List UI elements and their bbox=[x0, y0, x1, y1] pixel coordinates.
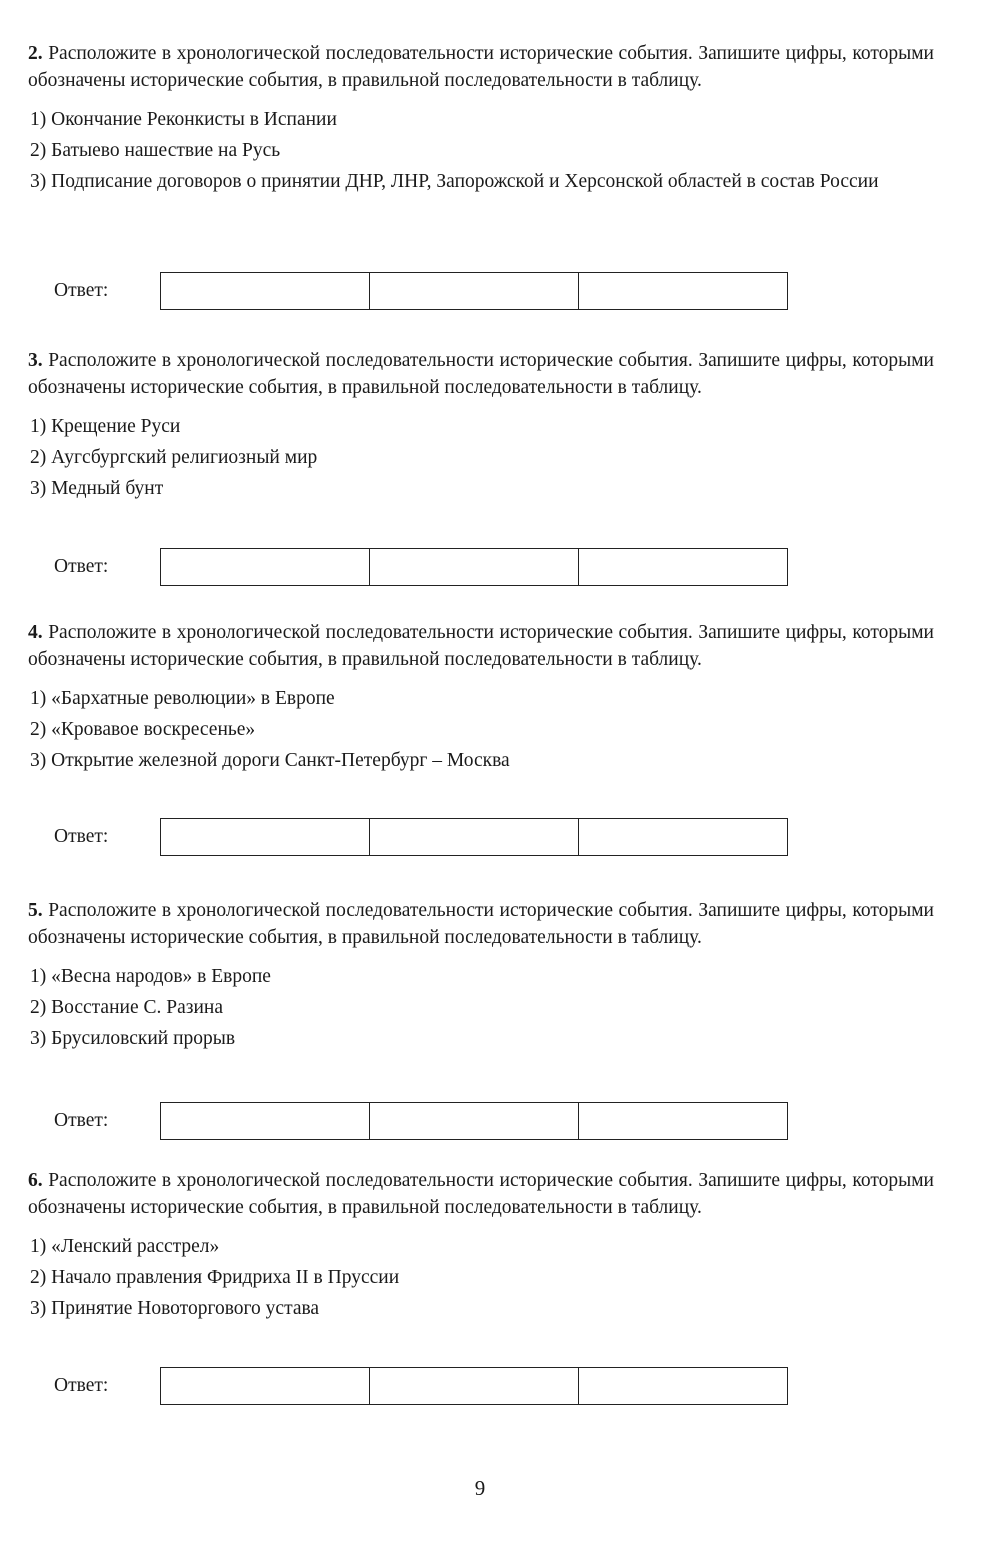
answer-table bbox=[160, 1102, 788, 1140]
answer-row bbox=[28, 548, 828, 588]
task-prompt bbox=[28, 897, 934, 951]
answer-cell[interactable] bbox=[161, 549, 370, 586]
answer-cell[interactable] bbox=[161, 1368, 370, 1405]
answer-label: Ответ: bbox=[54, 280, 109, 301]
task-text: Расположите в хронологической последовательности исторические события. Запишите цифры, которыми обозначены исторические события, в правильной последовательности в таблицу. bbox=[28, 622, 934, 670]
answer-cell[interactable] bbox=[161, 1103, 370, 1140]
task-5 bbox=[28, 897, 934, 1131]
event-item: 3) Брусиловский прорыв bbox=[30, 1028, 236, 1049]
task-number: 2. bbox=[28, 43, 43, 64]
answer-cell[interactable] bbox=[579, 819, 788, 856]
task-6 bbox=[28, 1167, 934, 1396]
answer-label: Ответ: bbox=[54, 1375, 109, 1396]
event-item: 3) Подписание договоров о принятии ДНР, ЛНР, Запорожской и Херсонской областей в состав России bbox=[30, 171, 879, 192]
event-item: 1) «Бархатные революции» в Европе bbox=[30, 688, 335, 709]
task-number: 3. bbox=[28, 350, 43, 371]
answer-cell[interactable] bbox=[370, 819, 579, 856]
answer-table bbox=[160, 1367, 788, 1405]
task-prompt bbox=[28, 619, 934, 673]
answer-cell[interactable] bbox=[579, 1103, 788, 1140]
task-4 bbox=[28, 619, 934, 847]
event-item: 2) «Кровавое воскресенье» bbox=[30, 719, 256, 740]
event-item: 1) «Весна народов» в Европе bbox=[30, 966, 271, 987]
task-text: Расположите в хронологической последовательности исторические события. Запишите цифры, которыми обозначены исторические события, в правильной последовательности в таблицу. bbox=[28, 43, 934, 91]
answer-cell[interactable] bbox=[579, 1368, 788, 1405]
answer-table bbox=[160, 548, 788, 586]
event-item: 2) Аугсбургский религиозный мир bbox=[30, 447, 318, 468]
event-list bbox=[28, 411, 934, 504]
answer-cell[interactable] bbox=[370, 1368, 579, 1405]
task-number: 6. bbox=[28, 1170, 43, 1191]
answer-row bbox=[28, 1367, 828, 1407]
event-item: 3) Принятие Новоторгового устава bbox=[30, 1298, 320, 1319]
event-list bbox=[28, 961, 934, 1054]
event-item: 1) Крещение Руси bbox=[30, 416, 181, 437]
task-prompt bbox=[28, 40, 934, 94]
task-2 bbox=[28, 40, 934, 301]
answer-row bbox=[28, 1102, 828, 1142]
answer-cell[interactable] bbox=[579, 549, 788, 586]
answer-label: Ответ: bbox=[54, 556, 109, 577]
task-prompt bbox=[28, 347, 934, 401]
answer-label: Ответ: bbox=[54, 826, 109, 847]
event-item: 3) Открытие железной дороги Санкт-Петербург – Москва bbox=[30, 750, 510, 771]
answer-row bbox=[28, 818, 828, 858]
answer-cell[interactable] bbox=[370, 549, 579, 586]
event-list bbox=[28, 683, 934, 776]
event-item: 2) Батыево нашествие на Русь bbox=[30, 140, 281, 161]
event-list bbox=[28, 1231, 934, 1324]
task-prompt bbox=[28, 1167, 934, 1221]
event-item: 1) Окончание Реконкисты в Испании bbox=[30, 109, 337, 130]
task-3 bbox=[28, 347, 934, 577]
answer-cell[interactable] bbox=[579, 273, 788, 310]
answer-table bbox=[160, 818, 788, 856]
event-list bbox=[28, 104, 934, 197]
answer-cell[interactable] bbox=[370, 1103, 579, 1140]
task-text: Расположите в хронологической последовательности исторические события. Запишите цифры, которыми обозначены исторические события, в правильной последовательности в таблицу. bbox=[28, 900, 934, 948]
task-number: 5. bbox=[28, 900, 43, 921]
answer-cell[interactable] bbox=[370, 273, 579, 310]
task-text: Расположите в хронологической последовательности исторические события. Запишите цифры, которыми обозначены исторические события, в правильной последовательности в таблицу. bbox=[28, 1170, 934, 1218]
event-item: 1) «Ленский расстрел» bbox=[30, 1236, 220, 1257]
answer-row bbox=[28, 272, 828, 312]
page-number: 9 bbox=[474, 1476, 486, 1500]
event-item: 2) Восстание С. Разина bbox=[30, 997, 223, 1018]
answer-cell[interactable] bbox=[161, 819, 370, 856]
task-number: 4. bbox=[28, 622, 43, 643]
answer-table bbox=[160, 272, 788, 310]
event-item: 2) Начало правления Фридриха II в Пруссии bbox=[30, 1267, 400, 1288]
task-text: Расположите в хронологической последовательности исторические события. Запишите цифры, которыми обозначены исторические события, в правильной последовательности в таблицу. bbox=[28, 350, 934, 398]
answer-label: Ответ: bbox=[54, 1110, 109, 1131]
event-item: 3) Медный бунт bbox=[30, 478, 164, 499]
answer-cell[interactable] bbox=[161, 273, 370, 310]
